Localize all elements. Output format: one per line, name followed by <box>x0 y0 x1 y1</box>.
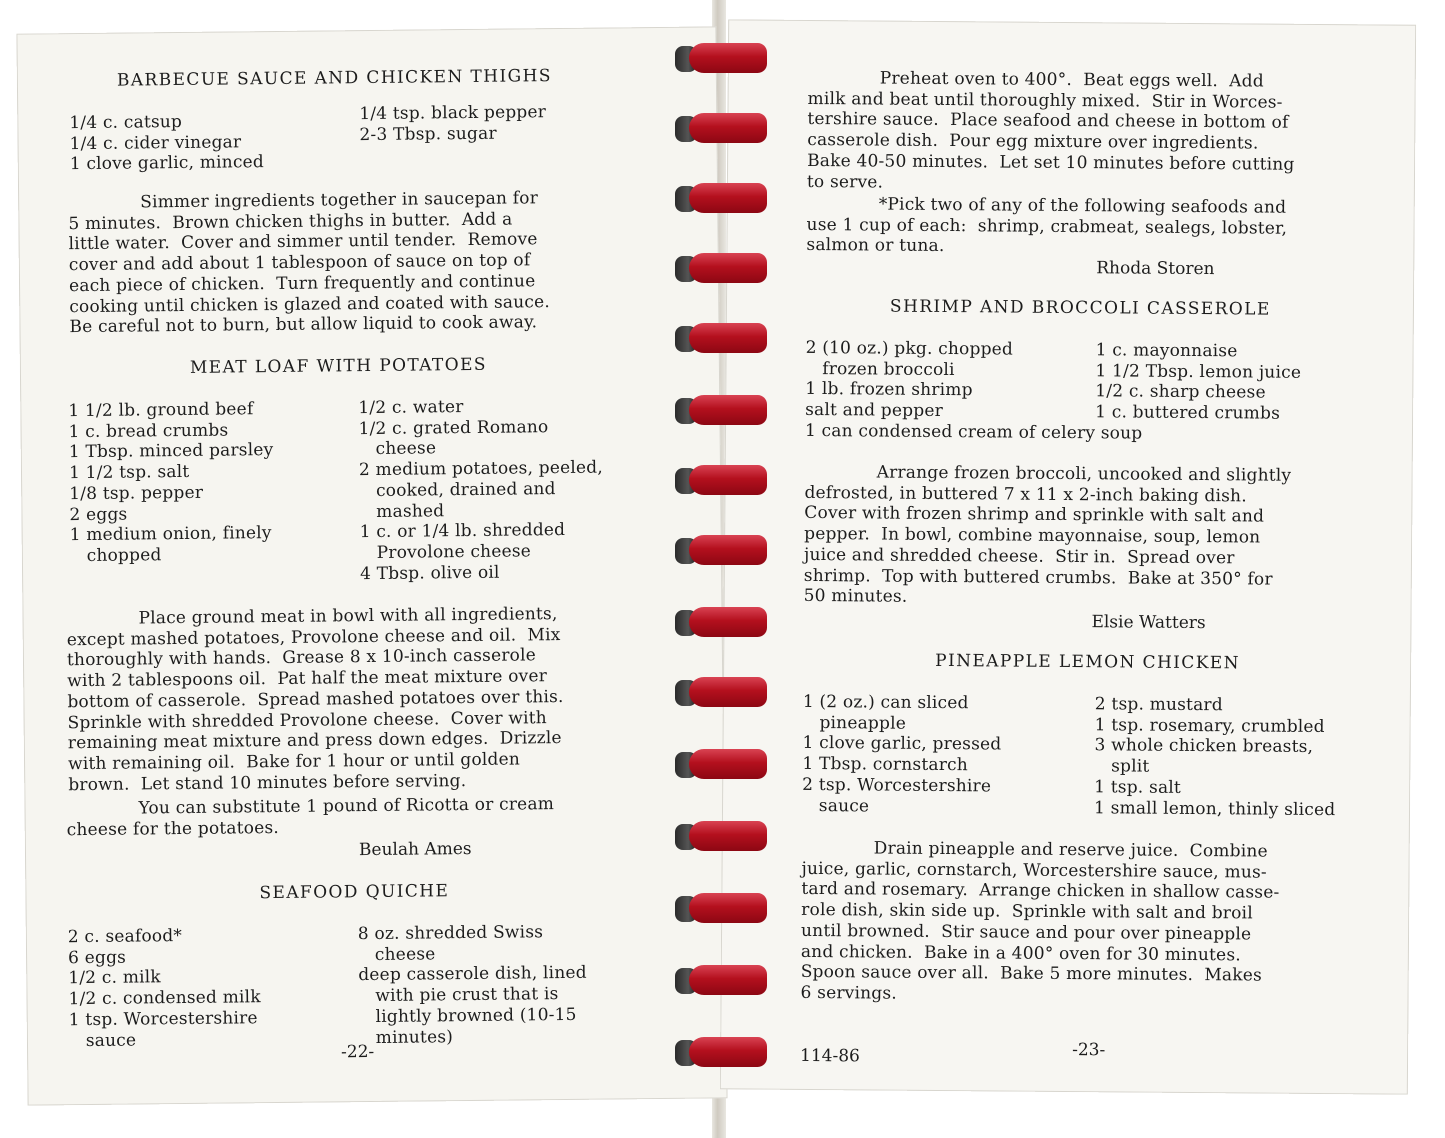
binding-coil <box>675 674 765 712</box>
text-line: lightly browned (10-15 <box>358 1004 577 1027</box>
text-line: 2-3 Tbsp. sugar <box>359 123 497 145</box>
text-line: with remaining oil. Bake for 1 hour or until golden <box>67 749 521 775</box>
text-line: bottom of casserole. Spread mashed potatoes over this. <box>67 686 564 713</box>
recipe-title-barbecue: BARBECUE SAUCE AND CHICKEN THIGHS <box>116 66 552 91</box>
text-line: 1 tsp. salt <box>1094 777 1182 798</box>
text-line: Bake 40-50 minutes. Let set 10 minutes before cutting <box>807 150 1295 175</box>
author-quiche: Rhoda Storen <box>1096 258 1215 280</box>
text-line: 1 medium onion, finely <box>69 523 272 546</box>
text-line: cover and add about 1 tablespoon of sauce on top of <box>68 250 531 276</box>
text-line: 2 (10 oz.) pkg. chopped <box>805 337 1014 360</box>
binding-coil <box>675 1034 765 1072</box>
text-line: 2 c. seafood* <box>67 926 183 948</box>
text-line: Provolone cheese <box>359 541 532 564</box>
binding-coil <box>675 110 765 148</box>
binding-coil <box>675 462 765 500</box>
text-line: 2 medium potatoes, peeled, <box>358 457 604 481</box>
text-line: brown. Let stand 10 minutes before serving. <box>68 770 467 795</box>
text-line: *Pick two of any of the following seafoods and <box>878 194 1287 218</box>
directions-meatloaf <box>66 604 564 796</box>
text-line: split <box>1094 756 1150 777</box>
text-line: cooked, drained and <box>359 478 556 501</box>
text-line: Be careful not to burn, but allow liquid to cook away. <box>69 312 538 338</box>
binding-coil <box>675 604 765 642</box>
text-line: tard and rosemary. Arrange chicken in shallow casse- <box>801 879 1280 904</box>
ingredients-right-quiche <box>358 922 588 1049</box>
binding-coil <box>675 250 765 288</box>
text-line: 1/2 c. water <box>358 397 464 419</box>
note-quiche <box>806 194 1287 260</box>
text-line: Place ground meat in bowl with all ingredients, <box>138 604 558 629</box>
text-line: Drain pineapple and reserve juice. Combine <box>873 838 1268 862</box>
text-line: Simmer ingredients together in saucepan for <box>140 188 539 213</box>
text-line: cheese <box>357 944 436 965</box>
footer-code: 114-86 <box>799 1045 860 1067</box>
text-line: juice and shredded cheese. Stir in. Spread over <box>803 544 1235 569</box>
text-line: 1/2 c. grated Romano <box>358 416 549 439</box>
directions-pineapple <box>800 838 1279 1007</box>
ingredients-right-shrimp <box>1095 340 1301 424</box>
note-meatloaf <box>66 794 554 841</box>
text-line: 8 oz. shredded Swiss <box>357 922 544 945</box>
binding-coil <box>675 392 765 430</box>
text-line: Cover with frozen shrimp and sprinkle with salt and <box>804 503 1265 527</box>
text-line: 1 1/2 Tbsp. lemon juice <box>1095 360 1302 383</box>
text-line: 1 tsp. Worcestershire <box>68 1008 258 1031</box>
text-line: 1/8 tsp. pepper <box>69 482 204 504</box>
text-line: juice, garlic, cornstarch, Worcestershire sauce, mus- <box>801 858 1267 883</box>
ingredients-left-meatloaf <box>68 399 274 567</box>
text-line: defrosted, in buttered 7 x 11 x 2-inch baking dish. <box>804 482 1247 507</box>
text-line: 1 lb. frozen shrimp <box>805 379 973 401</box>
text-line: thoroughly with hands. Grease 8 x 10-inch casserole <box>66 645 537 671</box>
text-line: Preheat oven to 400°. Beat eggs well. Add <box>879 68 1264 92</box>
author-shrimp: Elsie Watters <box>1091 612 1206 634</box>
text-line: cheese for the potatoes. <box>66 817 280 840</box>
text-line: 1/4 tsp. black pepper <box>359 102 547 125</box>
text-line: chopped <box>69 545 162 567</box>
ingredients-right-pineapple <box>1094 694 1336 820</box>
ingredients-right-barbecue <box>359 102 546 145</box>
text-line: 1 tsp. rosemary, crumbled <box>1094 714 1325 737</box>
directions-quiche <box>807 68 1295 196</box>
text-line: 1 small lemon, thinly sliced <box>1093 797 1336 820</box>
text-line: cheese <box>358 438 437 460</box>
text-line: 6 servings. <box>800 982 897 1004</box>
text-line: 1 Tbsp. minced parsley <box>68 440 274 463</box>
text-line: with 2 tablespoons oil. Pat half the meat mixture over <box>67 666 548 692</box>
text-line: sauce <box>68 1030 137 1051</box>
text-line: 3 whole chicken breasts, <box>1094 735 1314 758</box>
text-line: little water. Cover and simmer until tender. Remove <box>68 229 538 255</box>
text-line: sauce <box>801 795 870 816</box>
text-line: 1 (2 oz.) can sliced <box>802 691 969 714</box>
text-line: 1/2 c. condensed milk <box>68 987 261 1010</box>
text-line: 2 tsp. mustard <box>1094 694 1223 716</box>
text-line: casserole dish. Pour egg mixture over ingredients. <box>807 130 1259 154</box>
binding-coil <box>675 40 765 78</box>
text-line: 1 c. bread crumbs <box>68 420 229 442</box>
text-line: salt and pepper <box>805 400 944 422</box>
text-line: remaining meat mixture and press down edges. Drizzle <box>67 728 562 754</box>
text-line: 1 1/2 lb. ground beef <box>68 399 254 422</box>
text-line: 1 can condensed cream of celery soup <box>804 420 1143 444</box>
text-line: 1 clove garlic, pressed <box>802 733 1002 755</box>
text-line: pepper. In bowl, combine mayonnaise, soup, lemon <box>804 524 1261 548</box>
text-line: mashed <box>359 500 445 522</box>
text-line: 1 Tbsp. cornstarch <box>802 754 969 776</box>
directions-barbecue <box>68 188 550 338</box>
recipe-title-meatloaf: MEAT LOAF WITH POTATOES <box>189 354 488 378</box>
text-line: cooking until chicken is glazed and coated with sauce. <box>69 291 551 317</box>
author-meatloaf: Beulah Ames <box>358 838 472 861</box>
text-line: 50 minutes. <box>803 586 908 607</box>
ingredients-left-pineapple <box>802 692 1002 818</box>
recipe-title-shrimp: SHRIMP AND BROCCOLI CASSEROLE <box>889 296 1271 320</box>
text-line: except mashed potatoes, Provolone cheese and oil. Mix <box>66 624 561 650</box>
text-line: milk and beat until thoroughly mixed. Stir in Worces- <box>807 88 1283 113</box>
text-line: 5 minutes. Brown chicken thighs in butter. Add a <box>68 209 513 234</box>
text-line: 1 c. or 1/4 lb. shredded <box>359 520 566 543</box>
text-line: until browned. Stir sauce and pour over pineapple <box>800 920 1252 945</box>
text-line: 1 c. buttered crumbs <box>1095 402 1281 424</box>
text-line: 2 eggs <box>69 504 128 525</box>
text-line: deep casserole dish, lined <box>358 963 587 986</box>
text-line: Arrange frozen broccoli, uncooked and slightly <box>876 462 1292 486</box>
text-line: to serve. <box>806 171 884 193</box>
text-line: 1 c. mayonnaise <box>1095 340 1238 362</box>
binding-coil <box>675 890 765 928</box>
text-line: 6 eggs <box>67 947 127 968</box>
binding-coil <box>675 818 765 856</box>
binding-coil <box>675 180 765 218</box>
text-line: Spoon sauce over all. Bake 5 more minutes. Makes <box>800 962 1263 986</box>
ingredients-left-shrimp <box>805 338 1143 444</box>
text-line: 1/2 c. sharp cheese <box>1095 381 1266 403</box>
text-line: 1/4 c. cider vinegar <box>69 132 242 154</box>
text-line: and chicken. Bake in a 400° oven for 30 minutes. <box>800 941 1241 965</box>
text-line: frozen broccoli <box>805 358 955 380</box>
text-line: tershire sauce. Place seafood and cheese in bottom of <box>807 109 1289 134</box>
text-line: You can substitute 1 pound of Ricotta or cream <box>138 794 555 819</box>
page-number-left: -22- <box>340 1042 375 1063</box>
ingredients-left-barbecue <box>69 111 264 175</box>
text-line: role dish, skin side up. Sprinkle with salt and broil <box>801 900 1253 924</box>
directions-shrimp <box>804 462 1292 611</box>
text-line: Sprinkle with shredded Provolone cheese. Cover with <box>67 707 548 733</box>
text-line: 2 tsp. Worcestershire <box>802 774 992 797</box>
text-line: 1/2 c. milk <box>68 967 161 989</box>
text-line: shrimp. Top with buttered crumbs. Bake at 350° for <box>803 565 1273 590</box>
recipe-title-pineapple: PINEAPPLE LEMON CHICKEN <box>935 650 1241 674</box>
right-page <box>720 19 1416 1094</box>
text-line: 1 1/2 tsp. salt <box>68 462 190 484</box>
text-line: minutes) <box>358 1026 454 1048</box>
binding-coil <box>675 962 765 1000</box>
binding-coil <box>675 320 765 358</box>
text-line: each piece of chicken. Turn frequently and continue <box>68 271 536 296</box>
text-line: pineapple <box>802 712 907 734</box>
left-page <box>16 26 727 1105</box>
text-line: use 1 cup of each: shrimp, crabmeat, sealegs, lobster, <box>806 214 1288 239</box>
binding-coil <box>675 746 765 784</box>
text-line: salmon or tuna. <box>806 235 945 257</box>
binding-coil <box>675 532 765 570</box>
text-line: 1/4 c. catsup <box>69 111 183 134</box>
text-line: 1 clove garlic, minced <box>69 152 265 175</box>
ingredients-right-meatloaf <box>358 396 604 585</box>
page-number-right: -23- <box>1072 1040 1106 1061</box>
ingredients-left-quiche <box>68 925 262 1051</box>
recipe-title-quiche: SEAFOOD QUICHE <box>259 881 450 904</box>
text-line: with pie crust that is <box>358 984 559 1007</box>
text-line: 4 Tbsp. olive oil <box>359 562 500 584</box>
